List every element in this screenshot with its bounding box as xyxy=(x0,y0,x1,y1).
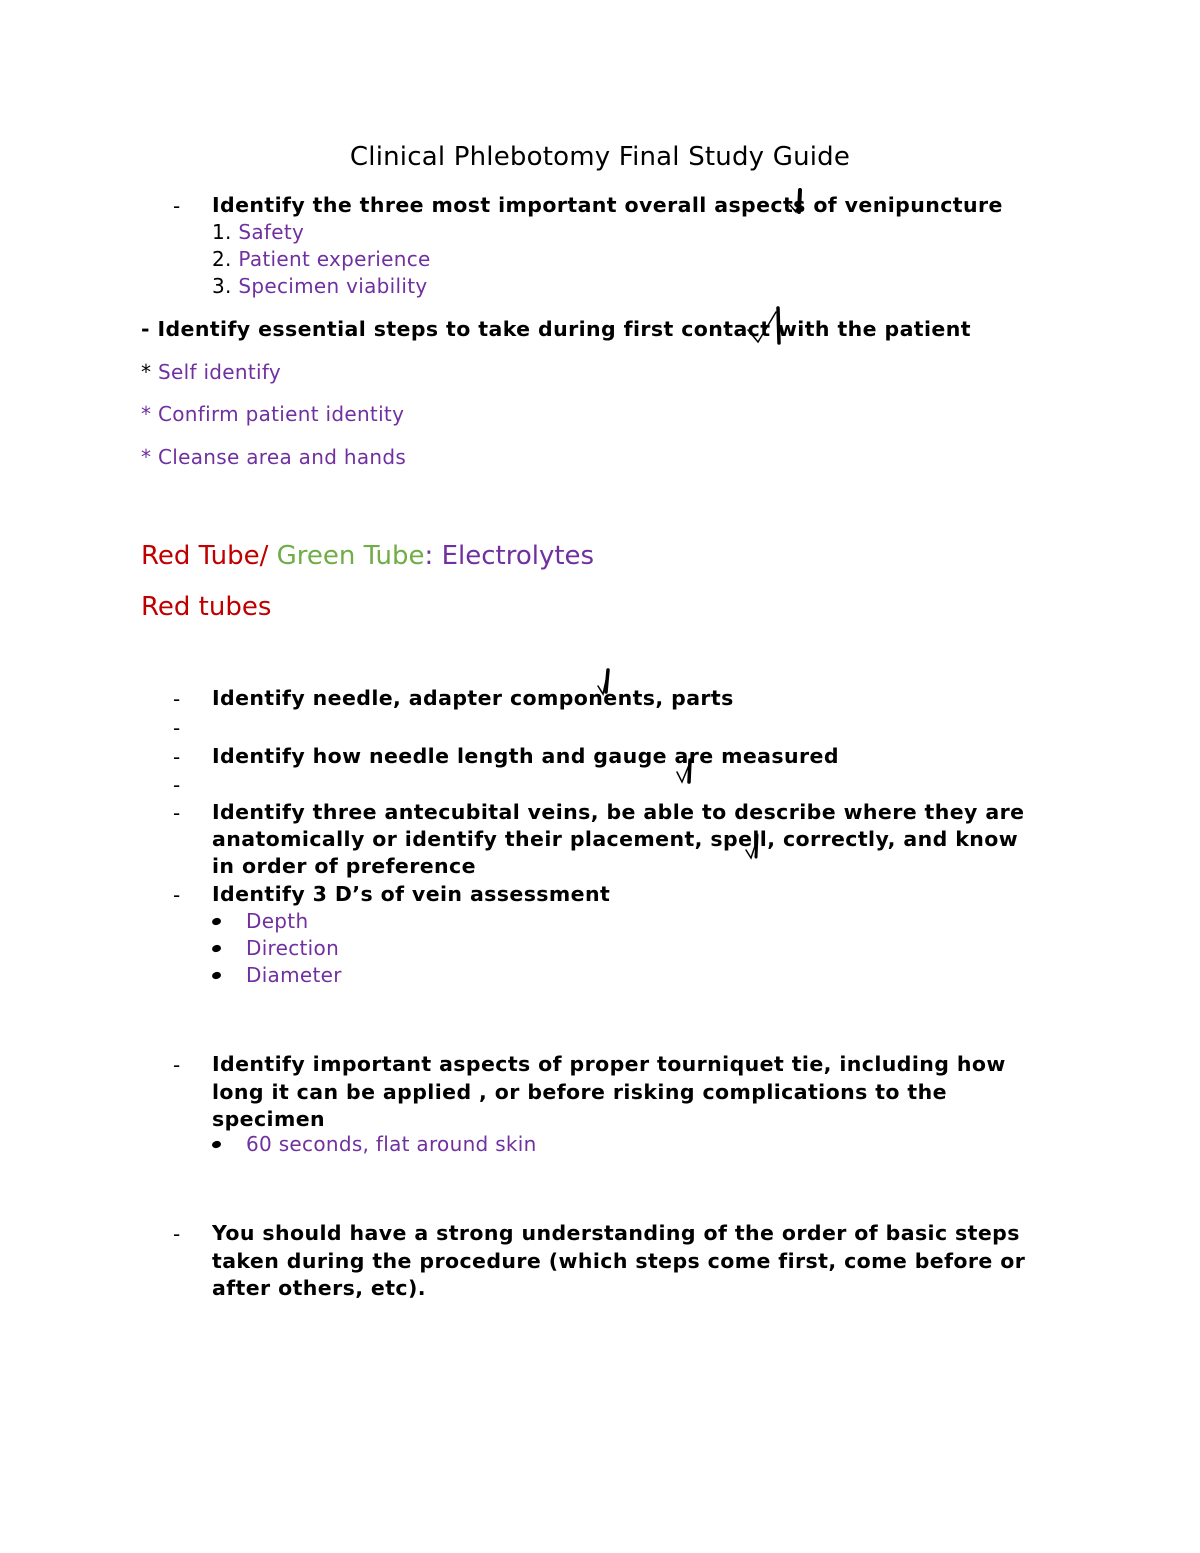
check-mark-icon xyxy=(748,308,779,343)
list-dash: - xyxy=(173,1053,181,1077)
list-item-veins: in order of preference xyxy=(212,854,476,878)
list-dash: - xyxy=(173,716,181,740)
list-item-three-d: Identify 3 D’s of vein assessment xyxy=(212,882,611,906)
list-dash: - xyxy=(173,801,181,825)
list-number: 3. xyxy=(212,274,232,298)
list-item-needle: Identify needle, adapter components, parts xyxy=(212,686,734,710)
section2-heading: - Identify essential steps to take during first contact with the patient xyxy=(141,317,971,341)
list-dash: - xyxy=(173,745,181,769)
bullet-item: Direction xyxy=(246,936,340,960)
check-mark-icon xyxy=(677,760,690,782)
check-mark-icon xyxy=(598,670,608,694)
list-dash: - xyxy=(173,883,181,907)
list-item-text: Specimen viability xyxy=(238,274,428,298)
list-item-text: Cleanse area and hands xyxy=(157,445,407,469)
list-item-tourniquet: Identify important aspects of proper tourniquet tie, including how xyxy=(212,1052,1006,1076)
red-tubes-heading: Red tubes xyxy=(141,592,272,622)
section1-heading: Identify the three most important overall aspects of venipuncture xyxy=(212,193,1003,217)
star-marker: * xyxy=(141,445,152,469)
list-item-tourniquet: long it can be applied , or before risking complications to the xyxy=(212,1080,947,1104)
red-tube-label: Red Tube/ xyxy=(141,541,269,571)
list-item-order: after others, etc). xyxy=(212,1276,426,1300)
list-dash: - xyxy=(173,773,181,797)
list-item-text: Patient experience xyxy=(238,247,431,271)
green-tube-label: Green Tube xyxy=(276,541,425,571)
list-item-tourniquet: specimen xyxy=(212,1107,326,1131)
list-item-order: taken during the procedure (which steps come first, come before or xyxy=(212,1249,1026,1273)
list-item-gauge: Identify how needle length and gauge are measured xyxy=(212,744,839,768)
list-dash: - xyxy=(173,194,181,218)
electrolytes-label: Electrolytes xyxy=(441,541,595,571)
page-title: Clinical Phlebotomy Final Study Guide xyxy=(349,142,851,172)
bullet-item: Diameter xyxy=(246,963,342,987)
list-dash: - xyxy=(173,1222,181,1246)
heading-colon: : xyxy=(424,541,434,571)
list-item-veins: anatomically or identify their placement, spell, correctly, and know xyxy=(212,827,1019,851)
bullet-item: 60 seconds, flat around skin xyxy=(246,1132,537,1156)
list-item-order: You should have a strong understanding of the order of basic steps xyxy=(212,1221,1020,1245)
star-marker: * xyxy=(141,402,152,426)
list-number: 2. xyxy=(212,247,232,271)
list-item-text: Self identify xyxy=(157,360,281,384)
list-item-veins: Identify three antecubital veins, be able to describe where they are xyxy=(212,800,1025,824)
list-item-text: Safety xyxy=(238,220,305,244)
list-item-text: Confirm patient identity xyxy=(157,402,405,426)
star-marker: * xyxy=(141,360,152,384)
list-number: 1. xyxy=(212,220,232,244)
bullet-item: Depth xyxy=(246,909,309,933)
check-mark-icon xyxy=(746,835,757,858)
check-mark-icon xyxy=(790,190,801,212)
list-dash: - xyxy=(173,687,181,711)
